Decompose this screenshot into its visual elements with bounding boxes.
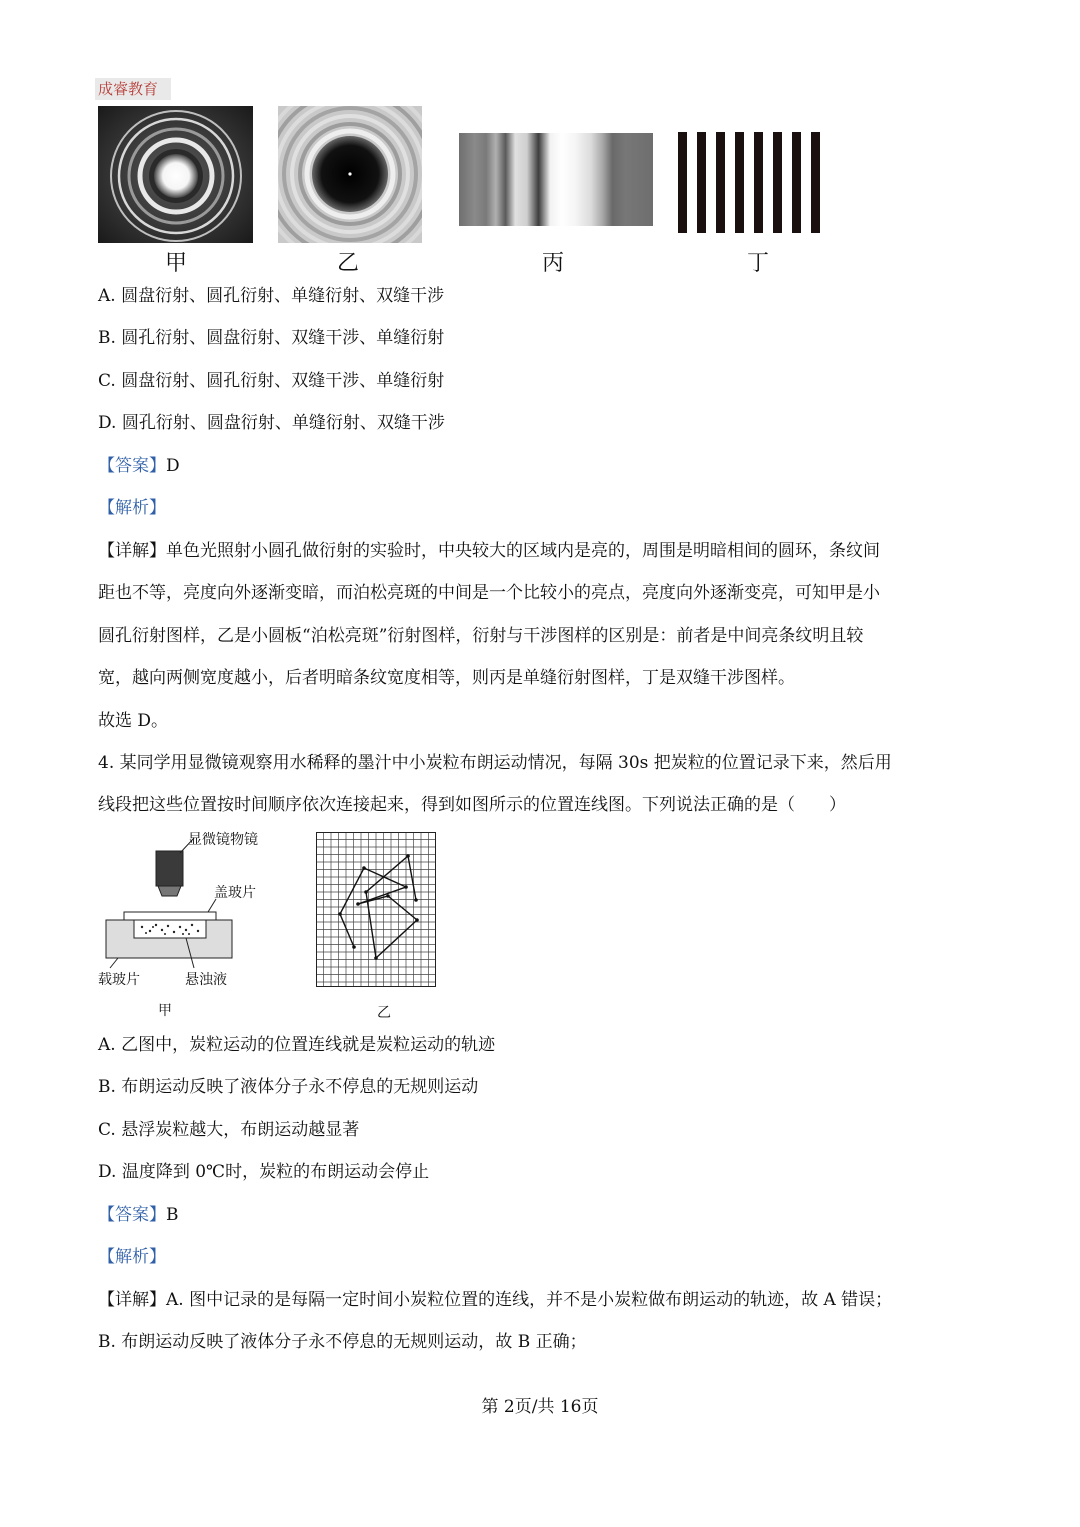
answer-value: B (166, 1205, 179, 1225)
q3-detail-line-4: 宽，越向两侧宽度越小，后者明暗条纹宽度相等，则丙是单缝衍射图样，丁是双缝干涉图样。 (98, 668, 795, 688)
q3-option-d: D. 圆孔衍射、圆盘衍射、单缝衍射、双缝干涉 (98, 413, 445, 433)
cover-slip-label: 盖玻片 (214, 885, 256, 901)
q4-option-a: A. 乙图中，炭粒运动的位置连线就是炭粒运动的轨迹 (98, 1035, 496, 1055)
q3-detail-line-1 (98, 539, 880, 563)
q3-conclusion: 故选 D。 (98, 711, 169, 731)
double-slit-stripes-image (678, 132, 822, 233)
detail-tag: 【详解】 (98, 541, 166, 561)
figure-label-jia: 甲 (164, 251, 187, 276)
figure2-label-jia: 甲 (158, 1003, 172, 1019)
answer-value: D (166, 456, 180, 476)
answer-tag: 【答案】 (98, 456, 166, 476)
q4-detail-line-2: B. 布朗运动反映了液体分子永不停息的无规则运动，故 B 正确； (98, 1332, 587, 1352)
watermark-label: 成睿教育 (95, 78, 171, 100)
q4-stem-line-2: 线段把这些位置按时间顺序依次连接起来，得到如图所示的位置连线图。下列说法正确的是（ ） (98, 795, 846, 815)
q4-option-c: C. 悬浮炭粒越大，布朗运动越显著 (98, 1120, 360, 1140)
q4-answer (98, 1203, 179, 1227)
bright-ring-diffraction-image (98, 106, 253, 243)
q4-option-b: B. 布朗运动反映了液体分子永不停息的无规则运动 (98, 1077, 479, 1097)
figure-label-ding: 丁 (746, 251, 769, 276)
detail-text: A. 图中记录的是每隔一定时间小炭粒位置的连线，并不是小炭粒做布朗运动的轨迹，故 A 错误； (166, 1290, 893, 1310)
q4-stem-line-1: 4. 某同学用显微镜观察用水稀释的墨汁中小炭粒布朗运动情况，每隔 30s 把炭粒的位置记录下来，然后用 (98, 753, 892, 773)
dark-center-ring-diffraction-image (278, 106, 422, 243)
q3-option-a: A. 圆盘衍射、圆孔衍射、单缝衍射、双缝干涉 (98, 286, 445, 306)
position-path-grid (316, 832, 436, 987)
q4-analysis-tag: 【解析】 (98, 1247, 166, 1267)
q4-detail-line-1 (98, 1288, 892, 1312)
objective-label: 显微镜物镜 (188, 832, 258, 848)
single-slit-gradient-image (459, 133, 653, 226)
detail-tag: 【详解】 (98, 1290, 166, 1310)
objective-lens (156, 851, 183, 886)
detail-text: 单色光照射小圆孔做衍射的实验时，中央较大的区域内是亮的，周围是明暗相间的圆环，条纹间 (166, 541, 880, 561)
figure-label-bing: 丙 (541, 251, 564, 276)
figure2-label-yi: 乙 (377, 1005, 391, 1021)
q3-option-c: C. 圆盘衍射、圆孔衍射、双缝干涉、单缝衍射 (98, 371, 445, 391)
suspension-label: 悬浊液 (185, 972, 227, 988)
q3-option-b: B. 圆孔衍射、圆盘衍射、双缝干涉、单缝衍射 (98, 328, 445, 348)
q3-analysis-tag: 【解析】 (98, 498, 166, 518)
answer-tag: 【答案】 (98, 1205, 166, 1225)
figure-label-yi: 乙 (336, 251, 359, 276)
slide-label: 载玻片 (98, 972, 140, 988)
q3-detail-line-2: 距也不等，亮度向外逐渐变暗，而泊松亮斑的中间是一个比较小的亮点，亮度向外逐渐变亮，可知甲是小 (98, 583, 880, 603)
q4-option-d: D. 温度降到 0℃时，炭粒的布朗运动会停止 (98, 1162, 430, 1182)
q3-detail-line-3: 圆孔衍射图样，乙是小圆板“泊松亮斑”衍射图样，衍射与干涉图样的区别是：前者是中间亮条纹明且较 (98, 626, 864, 646)
page-footer: 第 2页/共 16页 (481, 1397, 599, 1417)
q3-answer (98, 454, 180, 478)
